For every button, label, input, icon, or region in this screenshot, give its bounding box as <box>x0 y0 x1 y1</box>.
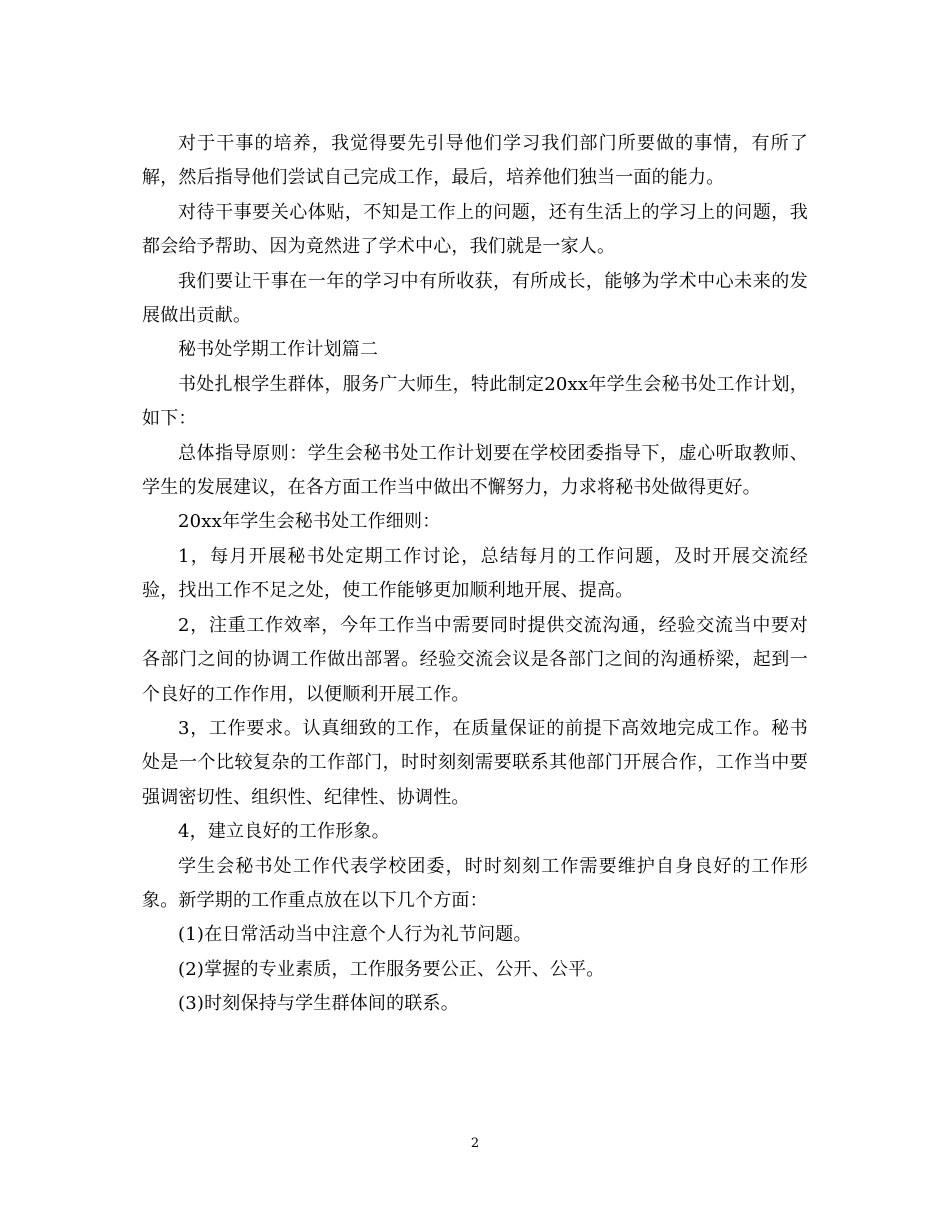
sub-item-3: (3)时刻保持与学生群体间的联系。 <box>178 993 459 1015</box>
sub-item-1: (1)在日常活动当中注意个人行为礼节问题。 <box>178 924 532 946</box>
page-body <box>142 127 808 1022</box>
paragraph-training: 对于干事的培养，我觉得要先引导他们学习我们部门所要做的事情，有所了解，然后指导他们尝试自己完成工作，最后，培养他们独当一面的能力。 <box>142 133 808 189</box>
page-number: 2 <box>470 1136 480 1151</box>
list-item-1: 1，每月开展秘书处定期工作讨论，总结每月的工作问题，及时开展交流经验，找出工作不足之处，使工作能够更加顺利地开展、提高。 <box>142 545 808 602</box>
section-heading: 秘书处学期工作计划篇二 <box>178 339 379 361</box>
paragraph-image: 学生会秘书处工作代表学校团委，时时刻刻工作需要维护自身良好的工作形象。新学期的工作重点放在以下几个方面： <box>142 855 808 911</box>
paragraph-care: 对待干事要关心体贴，不知是工作上的问题，还有生活上的学习上的问题，我都会给予帮助、因为竟然进了学术中心，我们就是一家人。 <box>142 201 808 258</box>
list-item-3: 3，工作要求。认真细致的工作，在质量保证的前提下高效地完成工作。秘书处是一个比较复杂的工作部门，时时刻刻需要联系其他部门开展合作，工作当中要强调密切性、组织性、纪律性、协调性。 <box>142 717 808 808</box>
paragraph-rules-title: 20xx年学生会秘书处工作细则： <box>178 511 441 533</box>
list-item-2: 2，注重工作效率，今年工作当中需要同时提供交流沟通，经验交流当中要对各部门之间的协调工作做出部署。经验交流会议是各部门之间的沟通桥梁，起到一个良好的工作作用，以便顺利开展工作。 <box>142 614 808 705</box>
paragraph-principle: 总体指导原则：学生会秘书处工作计划要在学校团委指导下，虚心听取教师、学生的发展建议，在各方面工作当中做出不懈努力，力求将秘书处做得更好。 <box>142 442 808 499</box>
sub-item-2: (2)掌握的专业素质，工作服务要公正、公开、公平。 <box>178 958 605 980</box>
paragraph-intro: 书处扎根学生群体，服务广大师生，特此制定20xx年学生会秘书处工作计划，如下： <box>142 373 808 430</box>
paragraph-goal: 我们要让干事在一年的学习中有所收获，有所成长，能够为学术中心未来的发展做出贡献。 <box>142 270 808 327</box>
list-item-4: 4，建立良好的工作形象。 <box>178 821 390 843</box>
